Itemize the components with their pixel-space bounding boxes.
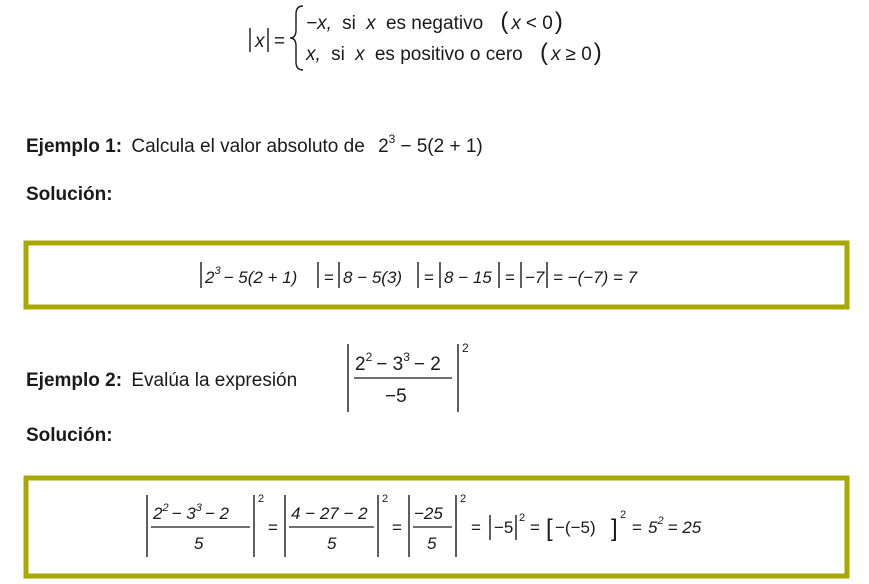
sol2-step1-numerator: $2^2 - 3^3 - 2$ bbox=[153, 502, 229, 523]
svg-text:=: = bbox=[632, 518, 642, 537]
sol2-step5-inner: −(−5) bbox=[555, 518, 596, 537]
example1-solution-label: Solución: bbox=[26, 184, 113, 205]
svg-text:2: 2 bbox=[460, 493, 467, 505]
svg-text:]: ] bbox=[611, 515, 618, 542]
svg-text:2: 2 bbox=[519, 512, 526, 524]
sol2-step1-denominator: 5 bbox=[194, 534, 204, 553]
absolute-value-definition bbox=[250, 6, 602, 70]
sol2-step2-numerator: 4 − 27 − 2 bbox=[291, 504, 368, 523]
example2-denominator: −5 bbox=[385, 386, 407, 407]
svg-text:=: = bbox=[392, 518, 402, 537]
svg-text:[: [ bbox=[546, 515, 553, 542]
sol2-step2-denominator: 5 bbox=[327, 534, 337, 553]
sol2-step3-numerator: −25 bbox=[414, 504, 443, 523]
case2-line: x, si x es positivo o cero ( x ≥ 0) bbox=[306, 39, 602, 66]
example1-solution-math bbox=[201, 262, 638, 288]
svg-text:=: = bbox=[424, 268, 434, 287]
sol1-expr2: 8 − 5(3) bbox=[343, 268, 403, 287]
svg-text:2: 2 bbox=[382, 493, 389, 505]
definition-lhs-var: x bbox=[255, 31, 265, 52]
svg-text:2: 2 bbox=[620, 509, 627, 521]
definition-equals: = bbox=[274, 31, 286, 52]
example2-expression bbox=[348, 341, 469, 412]
example2-numerator: $2^2 - 3^3 - 2$ bbox=[355, 350, 441, 375]
case1-line: −x, si x es negativo ( x < 0) bbox=[306, 8, 563, 35]
svg-text:=: = bbox=[505, 268, 515, 287]
svg-text:=: = bbox=[471, 518, 481, 537]
sol1-expr4: −7 bbox=[525, 268, 545, 287]
sol1-expr5: = −(−7) = 7 bbox=[553, 268, 638, 287]
example1-statement: Ejemplo 1: Calcula el valor absoluto de $2^3 - 5(2 + 1)$ bbox=[26, 132, 483, 157]
sol2-step6: $5^2 = 25$ bbox=[648, 515, 702, 537]
sol1-expr1: $2^3 - 5(2 + 1)$ bbox=[205, 265, 298, 287]
sol2-step4: −5 bbox=[494, 518, 514, 537]
example2-solution-math bbox=[147, 493, 702, 557]
example-2 bbox=[26, 341, 847, 576]
cases-brace bbox=[290, 6, 303, 70]
example2-solution-label: Solución: bbox=[26, 425, 113, 446]
example1-solution-box bbox=[26, 243, 847, 307]
example2-statement: Ejemplo 2: Evalúa la expresión bbox=[26, 370, 298, 391]
svg-text:2: 2 bbox=[258, 493, 265, 505]
example2-outer-exponent: 2 bbox=[462, 341, 469, 355]
sol1-expr3: 8 − 15 bbox=[444, 268, 492, 287]
example-1 bbox=[26, 132, 847, 307]
svg-text:=: = bbox=[324, 268, 334, 287]
svg-text:=: = bbox=[268, 518, 278, 537]
sol2-step3-denominator: 5 bbox=[427, 534, 437, 553]
svg-text:=: = bbox=[530, 518, 540, 537]
